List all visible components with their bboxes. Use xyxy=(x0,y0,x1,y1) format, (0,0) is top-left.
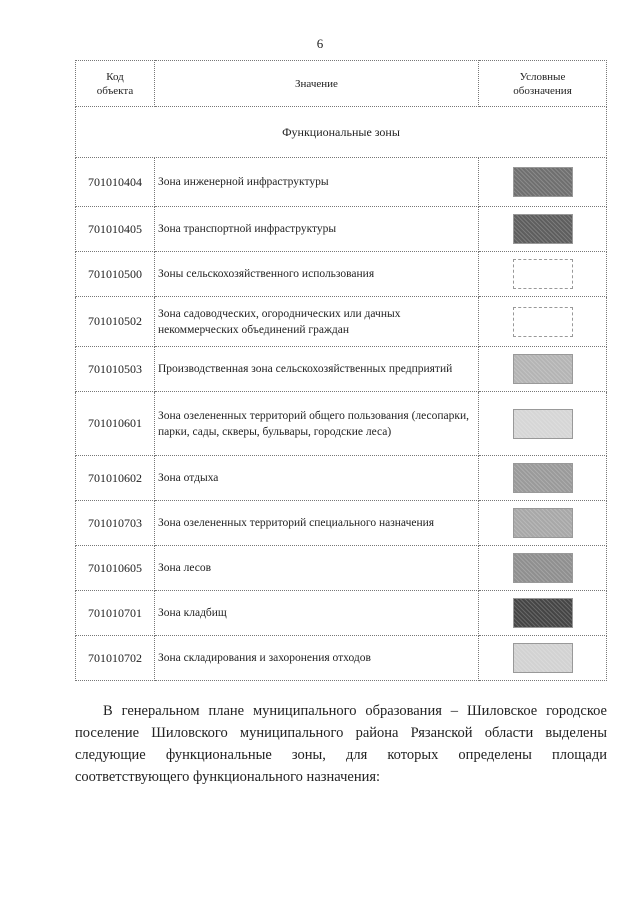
zone-code: 701010702 xyxy=(76,636,155,681)
zone-name: Зона отдыха xyxy=(155,456,479,501)
page-number: 6 xyxy=(316,36,324,51)
zone-name: Зона транспортной инфраструктуры xyxy=(155,207,479,252)
zone-swatch xyxy=(513,354,573,384)
zone-swatch xyxy=(513,409,573,439)
zone-code: 701010605 xyxy=(76,546,155,591)
zone-code: 701010500 xyxy=(76,252,155,297)
table-row xyxy=(76,347,607,392)
zone-symbol-cell xyxy=(479,591,607,636)
header-code: Код объекта xyxy=(76,61,155,107)
zone-symbol-cell xyxy=(479,546,607,591)
zone-symbol-cell xyxy=(479,636,607,681)
zone-symbol-cell xyxy=(479,207,607,252)
zone-name: Зона лесов xyxy=(155,546,479,591)
table-row xyxy=(76,252,607,297)
table-row xyxy=(76,591,607,636)
zone-name: Производственная зона сельскохозяйственных предприятий xyxy=(155,347,479,392)
zone-code: 701010503 xyxy=(76,347,155,392)
zone-code: 701010404 xyxy=(76,158,155,207)
zone-swatch xyxy=(513,463,573,493)
section-row xyxy=(76,107,607,158)
table-row xyxy=(76,392,607,456)
paragraph-text: В генеральном плане муниципального образования – Шиловское городское поселение Шиловского муниципального района Рязанской области выделены следующие функциональные зоны, для которых определены площади соответствующего функционального назначения: xyxy=(75,703,607,785)
body-paragraph xyxy=(75,700,607,788)
zone-symbol-cell xyxy=(479,456,607,501)
zone-code: 701010602 xyxy=(76,456,155,501)
zone-name: Зона кладбищ xyxy=(155,591,479,636)
zone-code: 701010502 xyxy=(76,297,155,347)
table-row xyxy=(76,297,607,347)
zone-swatch xyxy=(513,259,573,289)
zone-swatch xyxy=(513,643,573,673)
zone-symbol-cell xyxy=(479,347,607,392)
header-value: Значение xyxy=(155,61,479,107)
zone-symbol-cell xyxy=(479,297,607,347)
zone-symbol-cell xyxy=(479,158,607,207)
header-symbol: Условные обозначения xyxy=(479,61,607,107)
table-row xyxy=(76,501,607,546)
zone-swatch xyxy=(513,307,573,337)
section-title: Функциональные зоны xyxy=(76,107,607,158)
zone-name: Зона садоводческих, огороднических или дачных некоммерческих объединений граждан xyxy=(155,297,479,347)
zone-name: Зоны сельскохозяйственного использования xyxy=(155,252,479,297)
zone-swatch xyxy=(513,167,573,197)
zone-symbol-cell xyxy=(479,392,607,456)
zone-name: Зона складирования и захоронения отходов xyxy=(155,636,479,681)
zone-swatch xyxy=(513,598,573,628)
zone-code: 701010405 xyxy=(76,207,155,252)
zone-swatch xyxy=(513,553,573,583)
zone-name: Зона инженерной инфраструктуры xyxy=(155,158,479,207)
header-row xyxy=(76,61,607,107)
table-row xyxy=(76,158,607,207)
table-row xyxy=(76,546,607,591)
zone-swatch xyxy=(513,214,573,244)
zone-code: 701010701 xyxy=(76,591,155,636)
table-row xyxy=(76,636,607,681)
table-row xyxy=(76,207,607,252)
zone-name: Зона озелененных территорий специального назначения xyxy=(155,501,479,546)
zone-name: Зона озелененных территорий общего пользования (лесопарки, парки, сады, скверы, бульвары, городские леса) xyxy=(155,392,479,456)
zone-code: 701010703 xyxy=(76,501,155,546)
legend-table xyxy=(75,60,607,681)
zone-symbol-cell xyxy=(479,252,607,297)
zone-symbol-cell xyxy=(479,501,607,546)
zone-swatch xyxy=(513,508,573,538)
zone-code: 701010601 xyxy=(76,392,155,456)
table-row xyxy=(76,456,607,501)
